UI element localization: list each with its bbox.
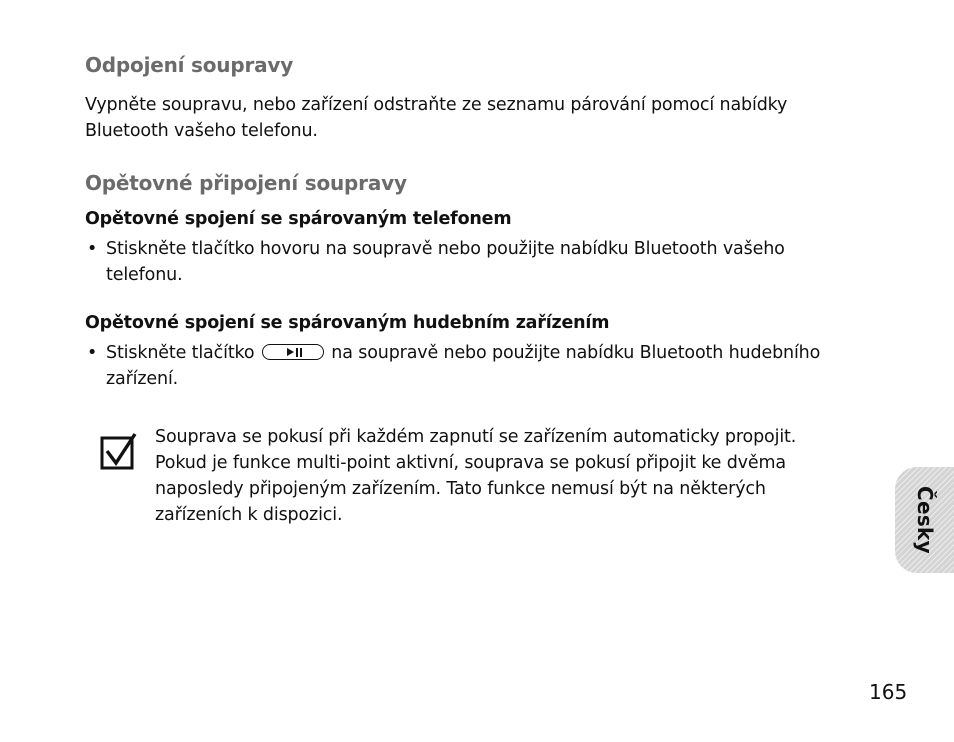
checkbox-note-icon	[100, 432, 138, 470]
disconnect-paragraph-line1: Vypněte soupravu, nebo zařízení odstraňte ze seznamu párování pomocí nabídky	[85, 95, 788, 115]
note-text-line1: Souprava se pokusí při každém zapnutí se zařízením automaticky propojit.	[155, 427, 797, 447]
bullet-text-line1-before: Stiskněte tlačítko	[106, 343, 255, 363]
bullet-text-line1-after: na soupravě nebo použijte nabídku Bluetooth hudebního	[331, 343, 821, 363]
disconnect-paragraph	[85, 92, 885, 144]
section-heading-reconnect: Opětovné připojení soupravy	[85, 171, 407, 195]
bullet-text-line2: telefonu.	[106, 265, 183, 285]
document-body	[85, 50, 885, 392]
subheading-paired-music: Opětovné spojení se spárovaným hudebním zařízením	[85, 313, 610, 333]
play-pause-button-icon	[262, 344, 324, 360]
note-text-line2: Pokud je funkce multi-point aktivní, souprava se pokusí připojit ke dvěma	[155, 453, 786, 473]
bullet-paired-music	[85, 340, 885, 392]
language-side-tab	[895, 467, 954, 573]
section-heading-disconnect: Odpojení soupravy	[85, 53, 294, 77]
note-text-line4: zařízeních k dispozici.	[155, 505, 343, 525]
language-side-tab-label: Česky	[912, 486, 937, 554]
note-text	[155, 424, 796, 528]
page-number: 165	[869, 680, 908, 704]
note-text-line3: naposledy připojeným zařízením. Tato funkce nemusí být na některých	[155, 479, 766, 499]
bullet-text-line2: zařízení.	[106, 369, 179, 389]
disconnect-paragraph-line2: Bluetooth vašeho telefonu.	[85, 121, 318, 141]
bullet-text	[106, 340, 820, 392]
note-box	[100, 424, 860, 528]
bullet-paired-phone	[85, 236, 885, 288]
bullet-text-line1: Stiskněte tlačítko hovoru na soupravě nebo použijte nabídku Bluetooth vašeho	[106, 239, 785, 259]
bullet-marker: •	[87, 239, 98, 259]
bullet-marker: •	[87, 343, 98, 363]
bullet-text	[106, 236, 785, 288]
subheading-paired-phone: Opětovné spojení se spárovaným telefonem	[85, 209, 512, 229]
